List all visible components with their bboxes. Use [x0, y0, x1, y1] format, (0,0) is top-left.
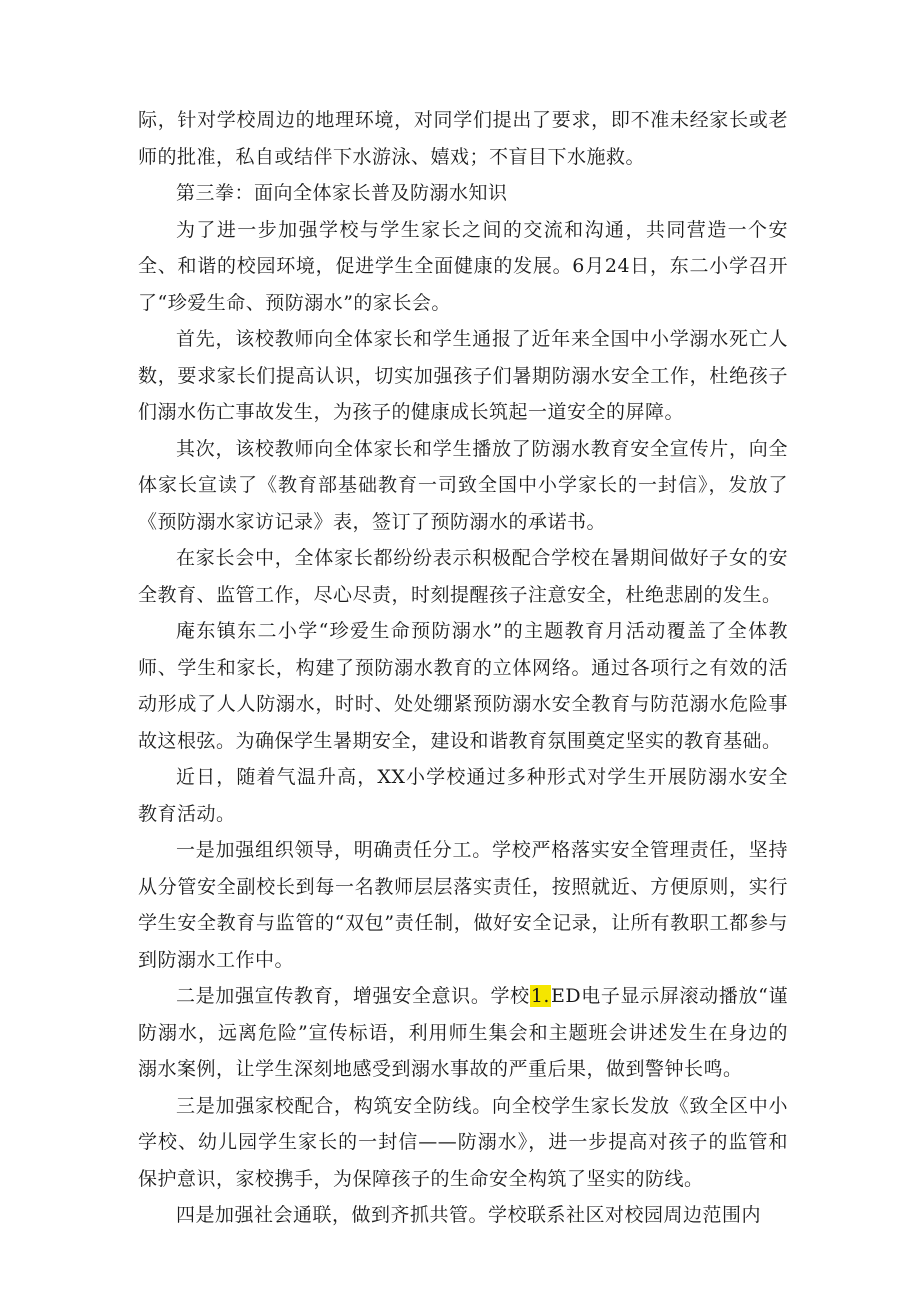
- paragraph-8: 近日，随着气温升高，XX小学校通过多种形式对学生开展防溺水安全教育活动。: [138, 766, 788, 825]
- paragraph-12: 四是加强社会通联，做到齐抓共管。学校联系社区对校园周边范围内: [176, 1204, 762, 1226]
- paragraph-3: 为了进一步加强学校与学生家长之间的交流和沟通，共同营造一个安全、和谐的校园环境，促进学生全面健康的发展。6月24日，东二小学召开了“珍爱生命、预防溺水”的家长会。: [138, 218, 788, 314]
- paragraph-9: 一是加强组织领导，明确责任分工。学校严格落实安全管理责任，坚持从分管安全副校长到每一名教师层层落实责任，按照就近、方便原则，实行学生安全教育与监管的“双包”责任制，做好安全记录，让所有教职工都参与到防溺水工作中。: [138, 839, 788, 971]
- highlighted-text: 1.: [530, 985, 550, 1007]
- paragraph-4: 首先，该校教师向全体家长和学生通报了近年来全国中小学溺水死亡人数，要求家长们提高认识，切实加强孩子们暑期防溺水安全工作，杜绝孩子们溺水伤亡事故发生，为孩子的健康成长筑起一道安全的屏障。: [138, 328, 788, 423]
- paragraph-6: 在家长会中，全体家长都纷纷表示积极配合学校在暑期间做好子女的安全教育、监管工作，尽心尽责，时刻提醒孩子注意安全，杜绝悲剧的发生。: [138, 547, 788, 606]
- document-body: [138, 102, 788, 1234]
- paragraph-5: 其次，该校教师向全体家长和学生播放了防溺水教育安全宣传片，向全体家长宣读了《教育部基础教育一司致全国中小学家长的一封信》，发放了《预防溺水家访记录》表，签订了预防溺水的承诺书。: [138, 437, 788, 533]
- section-heading-third: 第三拳：面向全体家长普及防溺水知识: [176, 182, 508, 204]
- paragraph-11: 三是加强家校配合，构筑安全防线。向全校学生家长发放《致全区中小学校、幼儿园学生家长的一封信——防溺水》，进一步提高对孩子的监管和保护意识，家校携手，为保障孩子的生命安全构筑了坚实的防线。: [138, 1094, 788, 1190]
- paragraph-7: 庵东镇东二小学“珍爱生命预防溺水”的主题教育月活动覆盖了全体教师、学生和家长，构建了预防溺水教育的立体网络。通过各项行之有效的活动形成了人人防溺水，时时、处处绷紧预防溺水安全教育与防范溺水危险事故这根弦。为确保学生暑期安全，建设和谐教育氛围奠定坚实的教育基础。: [138, 620, 788, 752]
- paragraph-10-before: 二是加强宣传教育，增强安全意识。学校: [176, 985, 530, 1007]
- paragraph-10-after: ED电子显示屏滚动播放“谨防溺水，远离危险”宣传标语，利用师生集会和主题班会讲述发生在身边的溺水案例，让学生深刻地感受到溺水事故的严重后果，做到警钟长鸣。: [138, 985, 788, 1080]
- paragraph-1: 际，针对学校周边的地理环境，对同学们提出了要求，即不准未经家长或老师的批准，私自或结伴下水游泳、嬉戏；不盲目下水施救。: [138, 109, 788, 168]
- paragraph-10: [138, 978, 788, 1088]
